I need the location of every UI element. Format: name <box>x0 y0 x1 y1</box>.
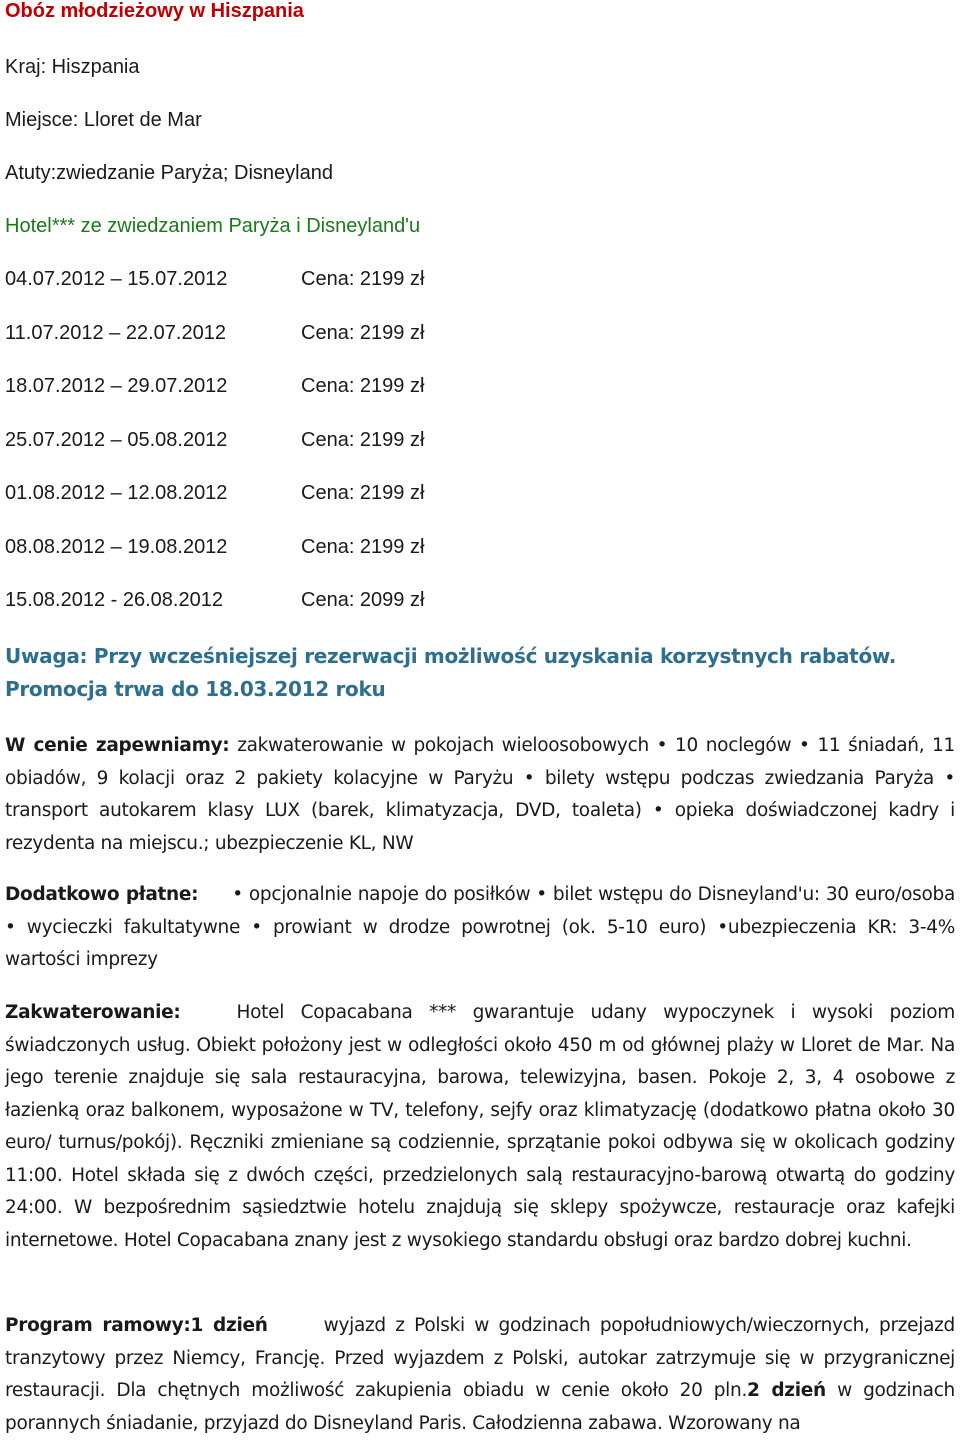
term-price: Cena: 2099 zł <box>301 589 425 611</box>
program-text-day2: w godzinach porannych śniadanie, przyjazd do Disneyland Paris. Całodzienna zabawa. Wzorowany na <box>5 1380 955 1434</box>
term-price: Cena: 2199 zł <box>301 375 425 397</box>
term-dates: 15.08.2012 - 26.08.2012 <box>5 589 223 611</box>
page-title: Obóz młodzieżowy w Hiszpania <box>5 0 304 22</box>
term-price: Cena: 2199 zł <box>301 429 425 451</box>
place-line: Miejsce: Lloret de Mar <box>5 109 202 131</box>
extra-text: • opcjonalnie napoje do posiłków • bilet wstępu do Disneyland'u: 30 euro/osoba • wycieczki fakultatywne • prowiant w drodze powrotnej (ok. 5-10 euro) •ubezpieczenia KR: 3-4% wartości imprezy <box>5 884 955 970</box>
included-text: zakwaterowanie w pokojach wieloosobowych • 10 noclegów • 11 śniadań, 11 obiadów, 9 kolacji oraz 2 pakiety kolacyjne w Paryżu • bilety wstępu podczas zwiedzania Paryża • transport autokarem klasy LUX (barek, klimatyzacja, DVD, toaleta) • opieka doświadczonej kadry i rezydenta na miejscu.; ubezpieczenie KL, NW <box>5 735 955 854</box>
term-price: Cena: 2199 zł <box>301 536 425 558</box>
attractions-line: Atuty:zwiedzanie Paryża; Disneyland <box>5 162 333 184</box>
term-dates: 08.08.2012 – 19.08.2012 <box>5 536 228 558</box>
term-dates: 18.07.2012 – 29.07.2012 <box>5 375 228 397</box>
extra-section <box>5 879 955 977</box>
term-dates: 01.08.2012 – 12.08.2012 <box>5 482 228 504</box>
country-line: Kraj: Hiszpania <box>5 56 140 78</box>
included-label: W cenie zapewniamy: <box>5 735 230 756</box>
included-section <box>5 730 955 860</box>
term-row <box>5 480 605 506</box>
program-label: Program ramowy:1 dzień <box>5 1315 268 1336</box>
program-text-day1: wyjazd z Polski w godzinach popołudniowych/wieczornych, przejazd tranzytowy przez Niemcy, Francję. Przed wyjazdem z Polski, autokar zatrzymuje się w przygranicznej restauracji. Dla chętnych możliwość zakupienia obiadu w cenie około 20 pln. <box>5 1315 955 1401</box>
accommodation-label: Zakwaterowanie: <box>5 1002 181 1023</box>
promo-notice: Uwaga: Przy wcześniejszej rezerwacji możliwość uzyskania korzystnych rabatów. Promocja trwa do 18.03.2012 roku <box>5 644 897 701</box>
term-row <box>5 427 605 453</box>
extra-label: Dodatkowo płatne: <box>5 884 199 905</box>
term-price: Cena: 2199 zł <box>301 268 425 290</box>
term-row <box>5 373 605 399</box>
term-row <box>5 266 605 292</box>
term-row <box>5 320 605 346</box>
program-day2-label: 2 dzień <box>747 1380 826 1401</box>
term-dates: 11.07.2012 – 22.07.2012 <box>5 322 226 344</box>
accommodation-section <box>5 997 955 1257</box>
term-row <box>5 587 605 613</box>
term-dates: 25.07.2012 – 05.08.2012 <box>5 429 228 451</box>
term-dates: 04.07.2012 – 15.07.2012 <box>5 268 228 290</box>
term-row <box>5 534 605 560</box>
term-price: Cena: 2199 zł <box>301 322 425 344</box>
term-price: Cena: 2199 zł <box>301 482 425 504</box>
program-section <box>5 1310 955 1440</box>
hotel-heading: Hotel*** ze zwiedzaniem Paryża i Disneyland'u <box>5 215 421 237</box>
accommodation-text: Hotel Copacabana *** gwarantuje udany wypoczynek i wysoki poziom świadczonych usług. Obiekt położony jest w odległości około 450 m od głównej plaży w Lloret de Mar. Na jego terenie znajduje się sala restauracyjna, barowa, telewizyjna, basen. Pokoje 2, 3, 4 osobowe z łazienką oraz balkonem, wyposażone w TV, telefony, sejfy oraz klimatyzację (dodatkowo płatna około 30 euro/ turnus/pokój). Ręczniki zmieniane są codziennie, sprzątanie pokoi odbywa się w okolicach godziny 11:00. Hotel składa się z dwóch części, przedzielonych salą restauracyjno-barową otwartą do godziny 24:00. W bezpośrednim sąsiedztwie hotelu znajdują się sklepy spożywcze, restauracje oraz kafejki internetowe. Hotel Copacabana znany jest z wysokiego standardu obsługi oraz bardzo dobrej kuchni. <box>5 1002 955 1251</box>
